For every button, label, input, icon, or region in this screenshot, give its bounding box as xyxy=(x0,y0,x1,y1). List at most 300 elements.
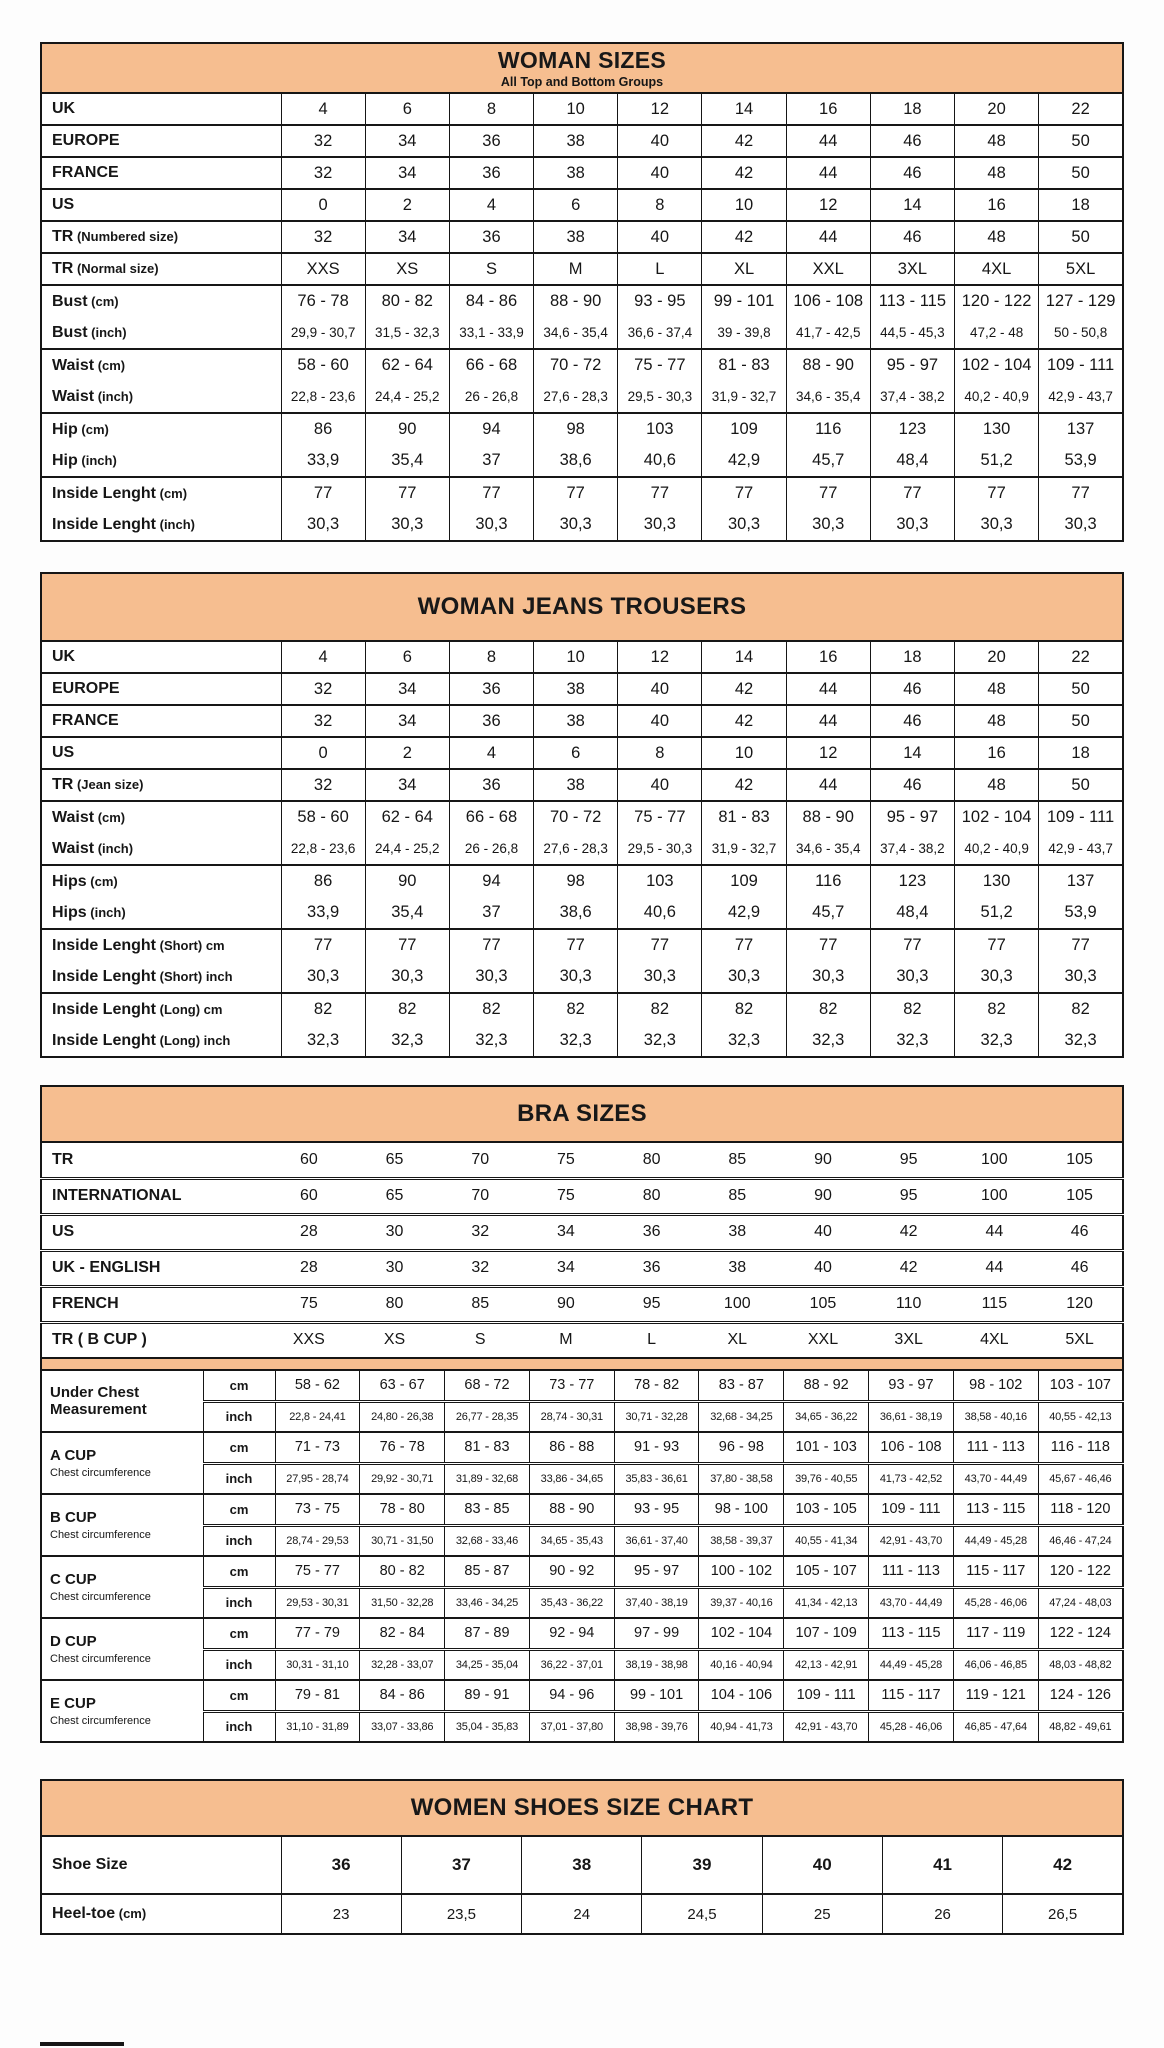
row-label-main: B CUP xyxy=(50,1509,97,1527)
value-cell: 45,7 xyxy=(786,445,870,477)
row-label-main: UK - ENGLISH xyxy=(52,1259,161,1276)
row-label-sub: (inch) xyxy=(86,904,126,920)
value-cell: 79 - 81 xyxy=(275,1680,360,1711)
value-cell: 95 - 97 xyxy=(870,801,954,833)
value-cell: 36 xyxy=(449,125,533,157)
value-cell: M xyxy=(534,253,618,285)
value-cell: 100 xyxy=(723,1295,751,1312)
value-cell: 62 - 64 xyxy=(365,349,449,381)
value-cell: 102 - 104 xyxy=(955,349,1039,381)
row-label xyxy=(41,349,281,381)
value-cell: 30,3 xyxy=(786,961,870,993)
value-cell: 22 xyxy=(1039,93,1123,125)
value-cell: 38,58 - 39,37 xyxy=(699,1525,784,1556)
value-cell: 39,76 - 40,55 xyxy=(784,1463,869,1494)
value-cell: 22,8 - 23,6 xyxy=(281,833,365,865)
value-cell: 35,4 xyxy=(365,897,449,929)
value-cell: 119 - 121 xyxy=(953,1680,1038,1711)
value-cell: 104 - 106 xyxy=(699,1680,784,1711)
value-cell: 38 xyxy=(534,673,618,705)
value-cell: 75 - 77 xyxy=(618,801,702,833)
row-label xyxy=(41,1494,203,1556)
value-cell: 8 xyxy=(449,93,533,125)
cropped-next-table-edge xyxy=(40,2042,124,2046)
value-cell: 0 xyxy=(281,189,365,221)
bra-sizes-grid xyxy=(40,1141,1124,1743)
value-cell: 38 xyxy=(522,1836,642,1894)
value-cell: 80 xyxy=(642,1187,661,1204)
value-cell: 105 xyxy=(1066,1150,1093,1168)
row-label-main: Bust xyxy=(52,323,88,341)
row-label-main: Inside Lenght xyxy=(52,515,156,533)
value-cell: 18 xyxy=(1039,189,1123,221)
value-cell: 20 xyxy=(955,93,1039,125)
value-cell: 40 xyxy=(814,1223,832,1240)
value-cell: 37 xyxy=(449,445,533,477)
value-cell: 38,6 xyxy=(534,897,618,929)
value-cell: 30,3 xyxy=(702,961,786,993)
size-row xyxy=(41,993,1123,1025)
value-cell: 109 xyxy=(702,413,786,445)
row-label-sub: Chest circumference xyxy=(50,1714,151,1727)
value-cell: XXL xyxy=(786,253,870,285)
value-cell: 77 - 79 xyxy=(275,1618,360,1649)
unit-cell: cm xyxy=(203,1432,275,1463)
value-cell: 77 xyxy=(955,477,1039,509)
row-label xyxy=(41,189,281,221)
row-label xyxy=(41,1618,203,1680)
data-grid xyxy=(40,92,1124,542)
value-cell: 10 xyxy=(534,93,618,125)
value-cell: 88 - 90 xyxy=(529,1494,614,1525)
value-cell: 44 xyxy=(786,157,870,189)
value-cell: 40 xyxy=(618,157,702,189)
value-cell: 29,5 - 30,3 xyxy=(618,381,702,413)
value-cell: 105 xyxy=(1066,1187,1093,1204)
value-cell: 34 xyxy=(365,221,449,253)
value-cell: 32 xyxy=(471,1259,490,1276)
value-cell: 97 - 99 xyxy=(614,1618,699,1649)
value-cell: 77 xyxy=(534,929,618,961)
value-cell: 94 - 96 xyxy=(529,1680,614,1711)
value-cell: 20 xyxy=(955,641,1039,673)
value-cell: 42,13 - 42,91 xyxy=(784,1649,869,1680)
value-cell: 18 xyxy=(870,93,954,125)
row-label-main: EUROPE xyxy=(52,132,120,149)
value-cell: 33,1 - 33,9 xyxy=(449,317,533,349)
value-cell: 91 - 93 xyxy=(614,1432,699,1463)
size-row xyxy=(41,865,1123,897)
value-cell: 40,55 - 41,34 xyxy=(784,1525,869,1556)
value-cell: 38,19 - 38,98 xyxy=(614,1649,699,1680)
value-cell: 45,7 xyxy=(786,897,870,929)
value-cell: 10 xyxy=(702,189,786,221)
row-label-main: Under Chest Measurement xyxy=(50,1383,147,1418)
value-cell: 4 xyxy=(281,641,365,673)
value-cell: 77 xyxy=(281,929,365,961)
value-cell: 24 xyxy=(522,1894,642,1934)
value-cell: 111 - 113 xyxy=(953,1432,1038,1463)
value-cell: 95 xyxy=(899,1187,918,1204)
value-cell: 116 xyxy=(786,865,870,897)
value-cell: 44 xyxy=(786,705,870,737)
value-cell: 90 xyxy=(814,1150,832,1168)
size-row xyxy=(41,1894,1123,1934)
value-cell: 44 xyxy=(985,1223,1004,1240)
value-cell: 30,31 - 31,10 xyxy=(275,1649,360,1680)
value-cell: 44 xyxy=(786,221,870,253)
size-row xyxy=(41,285,1123,317)
row-label-main: Bust xyxy=(52,292,88,310)
value-cell: 73 - 75 xyxy=(275,1494,360,1525)
value-cell: 34 xyxy=(365,673,449,705)
value-cell: 53,9 xyxy=(1039,897,1123,929)
value-cell: 82 xyxy=(534,993,618,1025)
value-cell: 38 xyxy=(534,769,618,801)
measure-row xyxy=(41,1587,1123,1618)
value-cell: 109 xyxy=(702,865,786,897)
size-row xyxy=(41,705,1123,737)
size-row xyxy=(41,477,1123,509)
value-cell: 46,85 - 47,64 xyxy=(953,1711,1038,1742)
size-row xyxy=(41,125,1123,157)
row-label-sub: Chest circumference xyxy=(50,1466,151,1479)
value-cell: 38,6 xyxy=(534,445,618,477)
value-cell: 44 xyxy=(985,1259,1004,1276)
value-cell: 16 xyxy=(955,737,1039,769)
value-cell: 99 - 101 xyxy=(702,285,786,317)
value-cell: 98 - 100 xyxy=(699,1494,784,1525)
value-cell: 18 xyxy=(1039,737,1123,769)
unit-cell: inch xyxy=(203,1711,275,1742)
value-cell: 40 xyxy=(618,125,702,157)
value-cell: 111 - 113 xyxy=(869,1556,954,1587)
value-cell: 80 xyxy=(385,1295,404,1312)
value-cell: 37 xyxy=(449,897,533,929)
row-label-main: FRENCH xyxy=(52,1295,119,1312)
value-cell: 94 xyxy=(449,865,533,897)
size-row xyxy=(41,349,1123,381)
row-label-sub: (cm) xyxy=(86,873,118,889)
value-cell: 42 xyxy=(702,673,786,705)
value-cell: 100 xyxy=(980,1187,1008,1204)
value-cell: 77 xyxy=(365,929,449,961)
value-cell: 14 xyxy=(702,93,786,125)
value-cell: 106 - 108 xyxy=(786,285,870,317)
value-cell: 34 xyxy=(365,157,449,189)
value-cell: 16 xyxy=(786,641,870,673)
value-cell: 130 xyxy=(955,865,1039,897)
value-cell: 51,2 xyxy=(955,897,1039,929)
value-cell: 30,3 xyxy=(534,961,618,993)
value-cell: 32,3 xyxy=(955,1025,1039,1057)
value-cell: 36 xyxy=(449,221,533,253)
row-label-sub: (inch) xyxy=(94,840,134,856)
row-label xyxy=(41,1142,266,1178)
unit-cell: inch xyxy=(203,1587,275,1618)
value-cell: 4 xyxy=(281,93,365,125)
value-cell: 12 xyxy=(786,189,870,221)
row-label-main: TR ( B CUP ) xyxy=(52,1331,147,1349)
value-cell: 33,9 xyxy=(281,897,365,929)
size-row xyxy=(41,93,1123,125)
value-cell: 33,9 xyxy=(281,445,365,477)
value-cell: 90 xyxy=(365,413,449,445)
value-cell: 60 xyxy=(299,1150,318,1168)
value-cell: 46 xyxy=(1070,1223,1089,1240)
value-cell: 40,16 - 40,94 xyxy=(699,1649,784,1680)
row-label xyxy=(41,673,281,705)
value-cell: 82 xyxy=(365,993,449,1025)
size-row xyxy=(41,673,1123,705)
woman-jeans-grid xyxy=(40,640,1124,1058)
size-row xyxy=(41,929,1123,961)
value-cell: 48 xyxy=(955,221,1039,253)
woman-sizes-header xyxy=(40,42,1124,94)
value-cell: 43,70 - 44,49 xyxy=(869,1587,954,1618)
value-cell: 34,6 - 35,4 xyxy=(534,317,618,349)
size-row xyxy=(41,381,1123,413)
value-cell: 63 - 67 xyxy=(360,1370,445,1401)
value-cell: 48,82 - 49,61 xyxy=(1038,1711,1123,1742)
unit-cell: cm xyxy=(203,1370,275,1401)
row-label xyxy=(41,769,281,801)
row-label-main: TR xyxy=(52,228,74,245)
value-cell: 34 xyxy=(557,1259,575,1276)
unit-cell: inch xyxy=(203,1401,275,1432)
value-cell: 78 - 82 xyxy=(614,1370,699,1401)
value-cell: 58 - 60 xyxy=(281,349,365,381)
value-cell: L xyxy=(647,1331,657,1349)
value-cell: 40,2 - 40,9 xyxy=(955,381,1039,413)
size-row xyxy=(41,1214,1123,1250)
value-cell: XXL xyxy=(807,1331,839,1349)
row-label xyxy=(41,157,281,189)
value-cell: 30,3 xyxy=(618,509,702,541)
value-cell: 115 xyxy=(981,1295,1008,1312)
value-cell: 32,3 xyxy=(870,1025,954,1057)
row-label-main: Waist xyxy=(52,356,95,374)
value-cell: 85 xyxy=(471,1295,490,1312)
value-cell: 30,3 xyxy=(870,961,954,993)
size-row xyxy=(41,509,1123,541)
row-label xyxy=(41,1680,203,1742)
value-cell: 37,80 - 38,58 xyxy=(699,1463,784,1494)
row-label-sub: Chest circumference xyxy=(50,1590,151,1603)
value-cell: 87 - 89 xyxy=(445,1618,530,1649)
value-cell: 94 xyxy=(449,413,533,445)
row-label-main: FRANCE xyxy=(52,712,119,729)
value-cell: 29,92 - 30,71 xyxy=(360,1463,445,1494)
value-cell: 34,6 - 35,4 xyxy=(786,833,870,865)
value-cell: 41,7 - 42,5 xyxy=(786,317,870,349)
value-cell: 95 xyxy=(642,1295,661,1312)
row-label-main: US xyxy=(52,196,75,213)
row-label xyxy=(41,253,281,285)
value-cell: 102 - 104 xyxy=(699,1618,784,1649)
value-cell: 38 xyxy=(534,125,618,157)
row-label-sub: Chest circumference xyxy=(50,1528,151,1541)
row-label-main: Hip xyxy=(52,420,78,438)
value-cell: 46 xyxy=(870,125,954,157)
women-shoes-table xyxy=(40,1779,1124,1935)
value-cell: 86 xyxy=(281,413,365,445)
bra-sizes-table xyxy=(40,1085,1124,1743)
row-label xyxy=(41,413,281,445)
value-cell: 77 xyxy=(365,477,449,509)
value-cell: 84 - 86 xyxy=(360,1680,445,1711)
value-cell: 33,07 - 33,86 xyxy=(360,1711,445,1742)
value-cell: 42 xyxy=(702,125,786,157)
value-cell: 33,46 - 34,25 xyxy=(445,1587,530,1618)
value-cell: 81 - 83 xyxy=(702,349,786,381)
value-cell: 8 xyxy=(449,641,533,673)
value-cell: 40,6 xyxy=(618,445,702,477)
value-cell: 39 - 39,8 xyxy=(702,317,786,349)
row-label-sub: (inch) xyxy=(156,516,195,532)
row-label-main: Inside Lenght xyxy=(52,1031,156,1049)
row-label-sub: (Long) cm xyxy=(156,1001,223,1017)
value-cell: 82 xyxy=(281,993,365,1025)
value-cell: 48 xyxy=(955,769,1039,801)
row-label xyxy=(41,641,281,673)
value-cell: 14 xyxy=(702,641,786,673)
value-cell: 77 xyxy=(702,477,786,509)
value-cell: 30,3 xyxy=(365,509,449,541)
row-label-main: INTERNATIONAL xyxy=(52,1187,182,1204)
value-cell: 32 xyxy=(281,769,365,801)
value-cell: 31,9 - 32,7 xyxy=(702,381,786,413)
value-cell: 46 xyxy=(870,769,954,801)
value-cell: 88 - 90 xyxy=(534,285,618,317)
value-cell: 39 xyxy=(642,1836,762,1894)
value-cell: 103 - 105 xyxy=(784,1494,869,1525)
value-cell: 123 xyxy=(870,865,954,897)
value-cell: 27,6 - 28,3 xyxy=(534,381,618,413)
size-row xyxy=(41,445,1123,477)
value-cell: 30,3 xyxy=(281,961,365,993)
value-cell: 46 xyxy=(870,705,954,737)
value-cell: 50 - 50,8 xyxy=(1039,317,1123,349)
value-cell: 38 xyxy=(534,157,618,189)
value-cell: XXS xyxy=(292,1331,325,1349)
value-cell: 77 xyxy=(534,477,618,509)
row-label-main: Heel-toe xyxy=(52,1905,116,1922)
value-cell: 113 - 115 xyxy=(869,1618,954,1649)
value-cell: 60 xyxy=(299,1187,318,1204)
value-cell: 95 - 97 xyxy=(870,349,954,381)
value-cell: 42,91 - 43,70 xyxy=(784,1711,869,1742)
value-cell: 68 - 72 xyxy=(445,1370,530,1401)
row-label xyxy=(41,1025,281,1057)
value-cell: 36 xyxy=(642,1259,661,1276)
value-cell: XS xyxy=(383,1331,406,1349)
value-cell: 85 xyxy=(728,1150,747,1168)
value-cell: 75 xyxy=(557,1187,575,1204)
value-cell: 34,25 - 35,04 xyxy=(445,1649,530,1680)
value-cell: 75 xyxy=(557,1150,575,1168)
value-cell: 93 - 95 xyxy=(614,1494,699,1525)
value-cell: 77 xyxy=(1039,477,1123,509)
measure-row xyxy=(41,1525,1123,1556)
value-cell: 109 - 111 xyxy=(869,1494,954,1525)
value-cell: 53,9 xyxy=(1039,445,1123,477)
value-cell: 41 xyxy=(882,1836,1002,1894)
value-cell: 4 xyxy=(449,189,533,221)
value-cell: 2 xyxy=(365,189,449,221)
value-cell: 86 xyxy=(281,865,365,897)
value-cell: 41,34 - 42,13 xyxy=(784,1587,869,1618)
value-cell: 58 - 60 xyxy=(281,801,365,833)
size-row xyxy=(41,1025,1123,1057)
value-cell: 42,9 xyxy=(702,445,786,477)
value-cell: 120 xyxy=(1066,1295,1093,1312)
row-label-sub: (cm) xyxy=(77,421,109,437)
value-cell: 42 xyxy=(1003,1836,1123,1894)
value-cell: 70 xyxy=(471,1150,490,1168)
value-cell: 35,43 - 36,22 xyxy=(529,1587,614,1618)
row-label-main: Inside Lenght xyxy=(52,484,156,502)
value-cell: 90 xyxy=(365,865,449,897)
value-cell: 82 xyxy=(955,993,1039,1025)
value-cell: 32,3 xyxy=(281,1025,365,1057)
row-label-main: UK xyxy=(52,100,76,117)
row-label xyxy=(41,1322,266,1358)
value-cell: 88 - 90 xyxy=(786,349,870,381)
value-cell: 28,74 - 30,31 xyxy=(529,1401,614,1432)
woman-sizes-grid xyxy=(40,92,1124,542)
value-cell: 95 - 97 xyxy=(614,1556,699,1587)
value-cell: 36,6 - 37,4 xyxy=(618,317,702,349)
value-cell: 24,4 - 25,2 xyxy=(365,833,449,865)
value-cell: 29,9 - 30,7 xyxy=(281,317,365,349)
value-cell: 18 xyxy=(870,641,954,673)
data-grid xyxy=(40,1835,1124,1935)
value-cell: 82 xyxy=(449,993,533,1025)
value-cell: 34,65 - 35,43 xyxy=(529,1525,614,1556)
row-label-sub: (Short) cm xyxy=(156,937,225,953)
data-grid xyxy=(40,1141,1124,1359)
value-cell: 95 xyxy=(899,1150,918,1168)
value-cell: XS xyxy=(365,253,449,285)
value-cell: 80 - 82 xyxy=(365,285,449,317)
measure-row xyxy=(41,1494,1123,1525)
value-cell: 30,3 xyxy=(534,509,618,541)
value-cell: 77 xyxy=(281,477,365,509)
value-cell: S xyxy=(449,253,533,285)
value-cell: 50 xyxy=(1039,221,1123,253)
value-cell: 32,3 xyxy=(449,1025,533,1057)
value-cell: 98 - 102 xyxy=(953,1370,1038,1401)
value-cell: 50 xyxy=(1039,705,1123,737)
value-cell: 24,80 - 26,38 xyxy=(360,1401,445,1432)
row-label-main: Hip xyxy=(52,451,78,469)
unit-cell: inch xyxy=(203,1463,275,1494)
size-row xyxy=(41,801,1123,833)
row-label-main: UK xyxy=(52,648,76,665)
value-cell: 77 xyxy=(449,477,533,509)
value-cell: 37,4 - 38,2 xyxy=(870,833,954,865)
value-cell: 39,37 - 40,16 xyxy=(699,1587,784,1618)
woman-jeans-table xyxy=(40,572,1124,1058)
row-label xyxy=(41,125,281,157)
size-row xyxy=(41,221,1123,253)
value-cell: 116 - 118 xyxy=(1038,1432,1123,1463)
value-cell: 77 xyxy=(1039,929,1123,961)
value-cell: 65 xyxy=(385,1150,404,1168)
value-cell: 40 xyxy=(814,1259,832,1276)
value-cell: 82 xyxy=(618,993,702,1025)
